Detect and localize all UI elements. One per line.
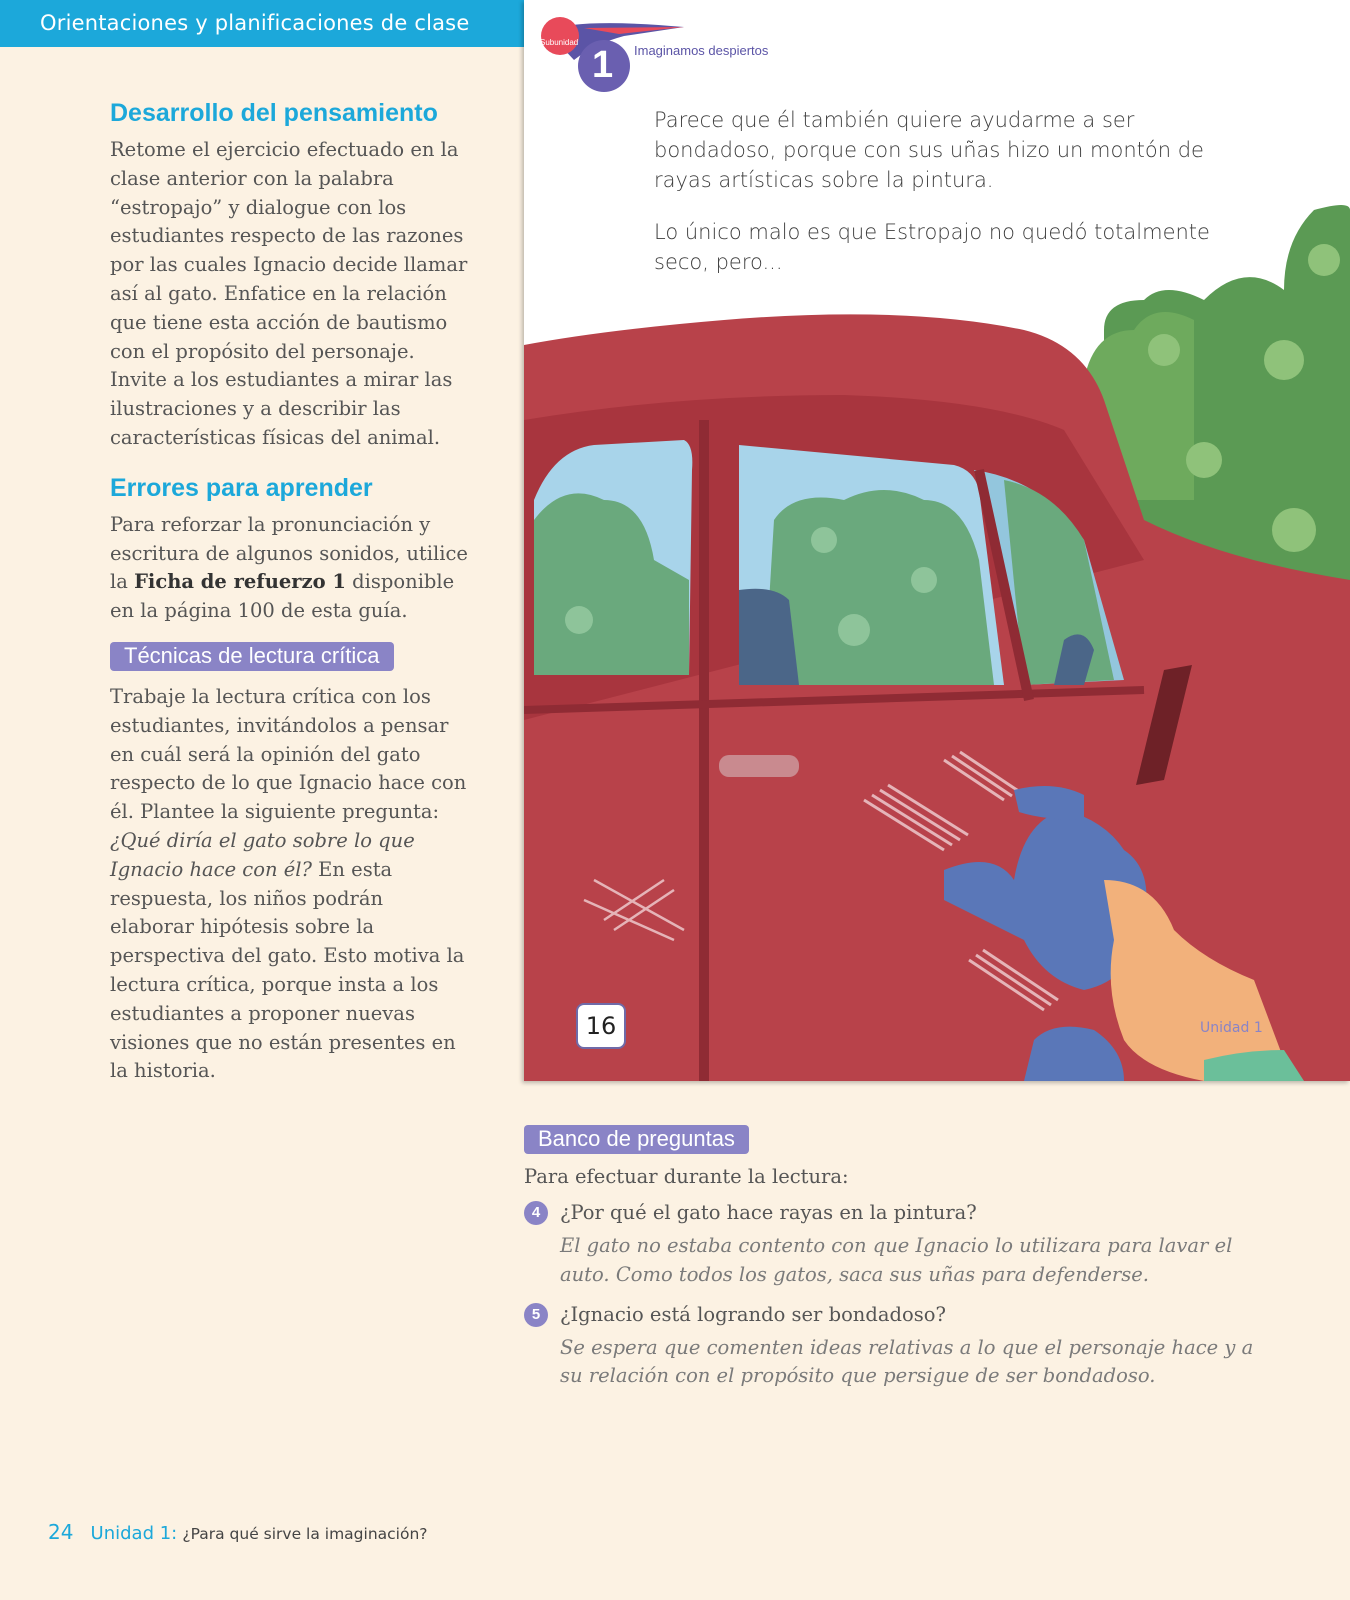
section-text-errores xyxy=(110,511,470,626)
ficha-refuerzo-ref: Ficha de refuerzo 1 xyxy=(134,570,346,594)
answer-text: Se espera que comenten ideas relativas a lo que el personaje hace y a su relación con el propósito que persigue de ser bondadoso. xyxy=(560,1335,1254,1388)
footer-page-number: 24 xyxy=(48,1520,74,1544)
subunidad-number: 1 xyxy=(592,44,614,86)
tag-tecnicas-lectura: Técnicas de lectura crítica xyxy=(110,642,394,671)
section-heading-desarrollo: Desarrollo del pensamiento xyxy=(110,99,438,127)
tag-banco-preguntas: Banco de preguntas xyxy=(524,1125,749,1154)
subunidad-title: Imaginamos despiertos xyxy=(634,43,769,58)
page-footer xyxy=(48,1520,428,1544)
question-item xyxy=(524,1300,1264,1392)
story-paragraph-2: Lo único malo es que Estropajo no quedó totalmente seco, pero... xyxy=(654,220,1210,274)
question-text: ¿Ignacio está logrando ser bondadoso? xyxy=(560,1302,946,1326)
car-door-handle xyxy=(719,755,799,777)
badge-red-dot xyxy=(541,17,579,55)
answer-text: El gato no estaba contento con que Ignacio lo utilizara para lavar el auto. Como todos los gatos, saca sus uñas para defenderse. xyxy=(560,1234,1233,1286)
section-text-tecnicas xyxy=(110,683,470,1086)
section-text-desarrollo: Retome el ejercicio efectuado en la clase anterior con la palabra “estropajo” y dialogue con los estudiantes respecto de las razones por las cuales Ignacio decide llamar así al gato. Enfatice en la relación que tiene esta acción de bautismo con el propósito del personaje. Invite a los estudiantes a mirar las ilustraciones y a describir las características físicas del animal. xyxy=(110,138,468,449)
question-text: ¿Por qué el gato hace rayas en la pintura? xyxy=(560,1201,977,1224)
teacher-guidance-column xyxy=(110,96,470,1100)
tecnicas-text-start: Trabaje la lectura crítica con los estudiantes, invitándolos a pensar en cuál será la opinión del gato respecto de lo que Ignacio hace con él. Plantee la siguiente pregunta: xyxy=(110,684,467,824)
banco-preguntas xyxy=(524,1123,1264,1401)
footer-unit-question: ¿Para qué sirve la imaginación? xyxy=(182,1525,428,1543)
story-page xyxy=(524,0,1350,1081)
header-bar xyxy=(0,0,524,47)
story-page-number: 16 xyxy=(576,1003,626,1049)
story-paragraph-1: Parece que él también quiere ayudarme a ser bondadoso, porque con sus uñas hizo un montón de rayas artísticas sobre la pintura. xyxy=(654,108,1204,192)
banco-intro: Para efectuar durante la lectura: xyxy=(524,1165,849,1188)
tecnicas-question: ¿Qué diría el gato sobre lo que Ignacio hace con él? xyxy=(110,828,415,881)
question-number: 5 xyxy=(524,1303,548,1327)
question-item xyxy=(524,1198,1264,1290)
errores-text-end: disponible en la página 100 de esta guía. xyxy=(110,570,455,623)
tecnicas-text-end: En esta respuesta, los niños podrán elaborar hipótesis sobre la perspectiva del gato. Esto motiva la lectura crítica, porque insta a los estudiantes a proponer nuevas visiones que no están presentes en la historia. xyxy=(110,857,465,1083)
question-number: 4 xyxy=(524,1201,548,1225)
section-heading-errores: Errores para aprender xyxy=(110,473,373,502)
errores-text-start: Para reforzar la pronunciación y escritura de algunos sonidos, utilice la xyxy=(110,512,468,594)
header-title: Orientaciones y planificaciones de clase xyxy=(40,11,470,35)
story-unit-label: Unidad 1 xyxy=(1200,1020,1263,1036)
subunidad-label: Subunidad xyxy=(540,38,579,47)
footer-unit: Unidad 1: xyxy=(90,1523,178,1544)
